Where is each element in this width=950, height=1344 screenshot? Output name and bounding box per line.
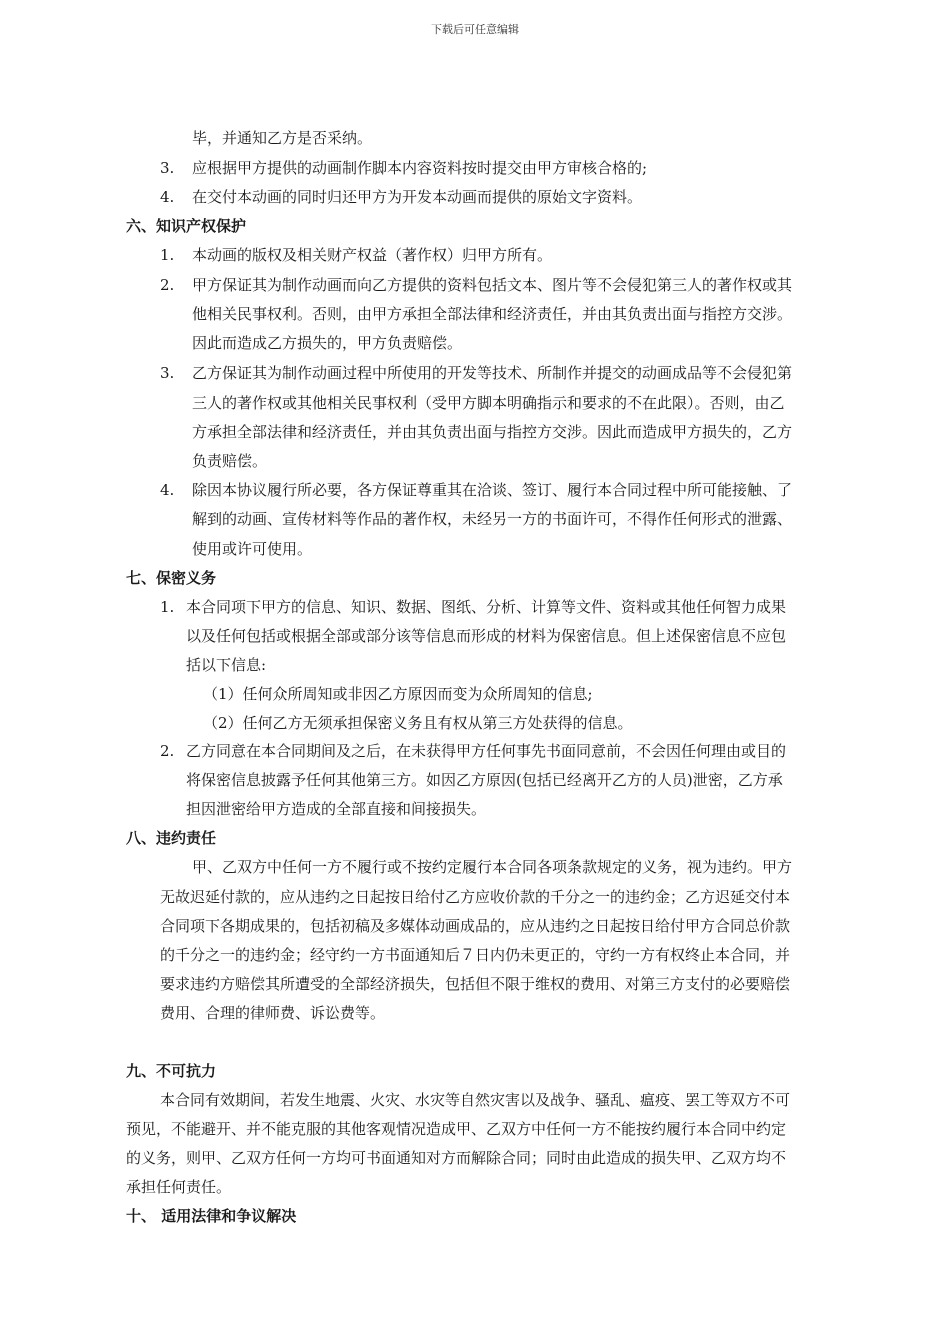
paragraph-line: 甲、乙双方中任何一方不履行或不按约定履行本合同各项条款规定的义务，视为违约。甲方	[192, 858, 793, 876]
list-number: 4.	[160, 481, 175, 499]
list-number: 1.	[160, 246, 175, 264]
paragraph-line: 方承担全部法律和经济责任，并由其负责出面与指控方交涉。因此而造成甲方损失的，乙方	[192, 423, 793, 441]
sub-item: （1）任何众所周知或非因乙方原因而变为众所周知的信息;	[203, 685, 593, 703]
paragraph-line: 因此而造成乙方损失的，甲方负责赔偿。	[192, 334, 463, 352]
paragraph-line: 预见，不能避开、并不能克服的其他客观情况造成甲、乙双方中任何一方不能按约履行本合同中约定	[126, 1120, 787, 1138]
section-heading: 八、违约责任	[126, 829, 217, 847]
section-heading: 九、不可抗力	[126, 1062, 217, 1080]
paragraph-line: 无故迟延付款的，应从违约之日起按日给付乙方应收价款的千分之一的违约金；乙方迟延交付本	[160, 888, 791, 906]
paragraph-line: 将保密信息披露予任何其他第三方。如因乙方原因(包括已经离开乙方的人员)泄密，乙方承	[186, 771, 783, 789]
paragraph-line: 的义务，则甲、乙双方任何一方均可书面通知对方而解除合同；同时由此造成的损失甲、乙双方均不	[126, 1149, 787, 1167]
paragraph-line: 的千分之一的违约金；经守约一方书面通知后７日内仍未更正的，守约一方有权终止本合同，并	[160, 946, 791, 964]
paragraph-line: 毕，并通知乙方是否采纳。	[192, 129, 373, 147]
paragraph-line: 担因泄密给甲方造成的全部直接和间接损失。	[186, 800, 487, 818]
list-number: 2.	[160, 742, 175, 760]
paragraph-line: 负责赔偿。	[192, 452, 268, 470]
paragraph-line: 以及任何包括或根据全部或部分该等信息而形成的材料为保密信息。但上述保密信息不应包	[186, 627, 787, 645]
paragraph-line: 解到的动画、宣传材料等作品的著作权，未经另一方的书面许可，不得作任何形式的泄露、	[192, 510, 793, 528]
paragraph-line: 应根据甲方提供的动画制作脚本内容资料按时提交由甲方审核合格的;	[192, 159, 648, 177]
section-heading: 十、 适用法律和争议解决	[126, 1207, 297, 1225]
section-heading: 七、保密义务	[126, 569, 217, 587]
list-number: 1.	[160, 598, 175, 616]
list-number: 3.	[160, 364, 175, 382]
page-header: 下载后可任意编辑	[431, 23, 519, 36]
paragraph-line: 本动画的版权及相关财产权益（著作权）归甲方所有。	[192, 246, 553, 264]
paragraph-line: 承担任何责任。	[126, 1178, 232, 1196]
paragraph-line: 费用、合理的律师费、诉讼费等。	[160, 1004, 386, 1022]
paragraph-line: 除因本协议履行所必要，各方保证尊重其在洽谈、签订、履行本合同过程中所可能接触、了	[192, 481, 793, 499]
list-number: 3.	[160, 159, 175, 177]
paragraph-line: 乙方保证其为制作动画过程中所使用的开发等技术、所制作并提交的动画成品等不会侵犯第	[192, 364, 793, 382]
paragraph-line: 乙方同意在本合同期间及之后，在未获得甲方任何事先书面同意前，不会因任何理由或目的	[186, 742, 787, 760]
paragraph-line: 三人的著作权或其他相关民事权利（受甲方脚本明确指示和要求的不在此限）。否则，由乙	[192, 394, 785, 412]
paragraph-line: 本合同有效期间，若发生地震、火灾、水灾等自然灾害以及战争、骚乱、瘟疫、罢工等双方不可	[160, 1091, 791, 1109]
paragraph-line: 要求违约方赔偿其所遭受的全部经济损失，包括但不限于维权的费用、对第三方支付的必要赔偿	[160, 975, 791, 993]
list-number: 4.	[160, 188, 175, 206]
list-number: 2.	[160, 276, 175, 294]
paragraph-line: 在交付本动画的同时归还甲方为开发本动画而提供的原始文字资料。	[192, 188, 643, 206]
paragraph-line: 他相关民事权利。否则，由甲方承担全部法律和经济责任，并由其负责出面与指控方交涉。	[192, 305, 793, 323]
section-heading: 六、知识产权保护	[126, 217, 247, 235]
paragraph-line: 使用或许可使用。	[192, 540, 313, 558]
paragraph-line: 甲方保证其为制作动画而向乙方提供的资料包括文本、图片等不会侵犯第三人的著作权或其	[192, 276, 793, 294]
paragraph-line: 括以下信息:	[186, 656, 267, 674]
paragraph-line: 本合同项下甲方的信息、知识、数据、图纸、分析、计算等文件、资料或其他任何智力成果	[186, 598, 787, 616]
paragraph-line: 合同项下各期成果的，包括初稿及多媒体动画成品的，应从违约之日起按日给付甲方合同总价款	[160, 917, 791, 935]
sub-item: （2）任何乙方无须承担保密义务且有权从第三方处获得的信息。	[203, 714, 633, 732]
